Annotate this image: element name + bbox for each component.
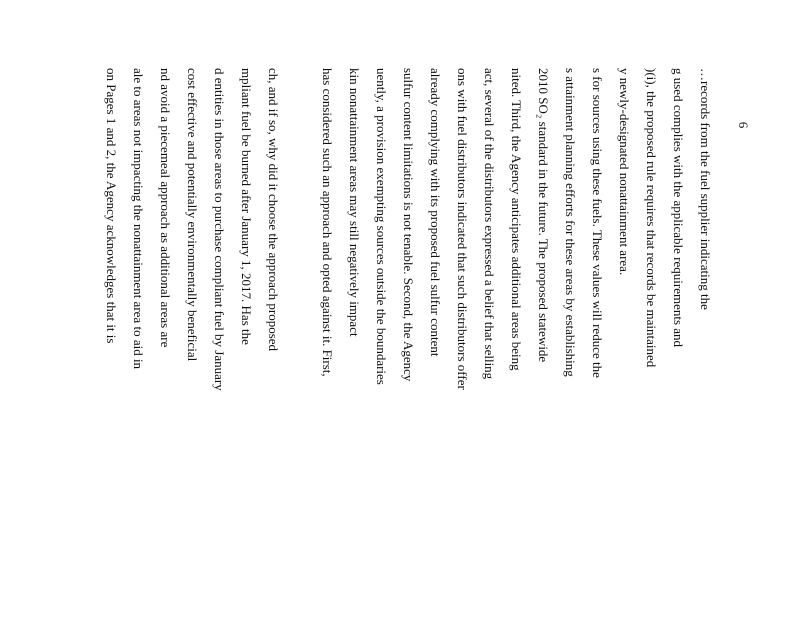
page-number: 6 bbox=[736, 121, 751, 129]
body-text bbox=[92, 68, 712, 618]
text-line: …records from the fuel supplier indicating the bbox=[698, 68, 713, 310]
text-line: d entities in those areas to purchase compliant fuel by January bbox=[212, 68, 227, 391]
text-line: nd avoid a piecemeal approach as additional areas are bbox=[158, 68, 173, 348]
text-line: sulfur content limitations is not tenable. Second, the Agency bbox=[401, 68, 416, 382]
text-line: ch, and if so, why did it choose the approach proposed bbox=[266, 68, 281, 352]
text-line: has considered such an approach and opted against it. First, bbox=[320, 68, 335, 377]
text-line: mpliant fuel be burned after January 1, 2017. Has the bbox=[239, 68, 254, 345]
text-line: g used complies with the applicable requirements and bbox=[671, 68, 686, 348]
text-line: ale to areas not impacting the nonattainment area to aid in bbox=[131, 68, 146, 370]
text-line: nited. Third, the Agency anticipates additional areas being bbox=[509, 68, 524, 371]
text-line: )(i), the proposed rule requires that records be maintained bbox=[644, 68, 659, 368]
text-line: kin nonattainment areas may still negatively impact bbox=[347, 68, 362, 337]
text-line: act, several of the distributors expressed a belief that selling bbox=[482, 68, 497, 380]
text-line: 2010 SO₂ standard in the future. The proposed statewide bbox=[536, 68, 551, 363]
text-line: on Pages 1 and 2, the Agency acknowledges that it is bbox=[104, 68, 119, 344]
text-line: already complying with its proposed fuel sulfur content bbox=[428, 68, 443, 357]
text-line: s for sources using these fuels. These values will reduce the bbox=[590, 68, 605, 378]
text-line: ons with fuel distributors indicated that such distributors offer bbox=[455, 68, 470, 390]
text-line: y newly-designated nonattainment area. bbox=[617, 68, 632, 276]
text-line: cost effective and potentially environmentally beneficial bbox=[185, 68, 200, 362]
text-line: s attainment planning efforts for these areas by establishing bbox=[563, 68, 578, 377]
text-line: uently, a provision exempting sources outside the boundaries bbox=[374, 68, 389, 385]
